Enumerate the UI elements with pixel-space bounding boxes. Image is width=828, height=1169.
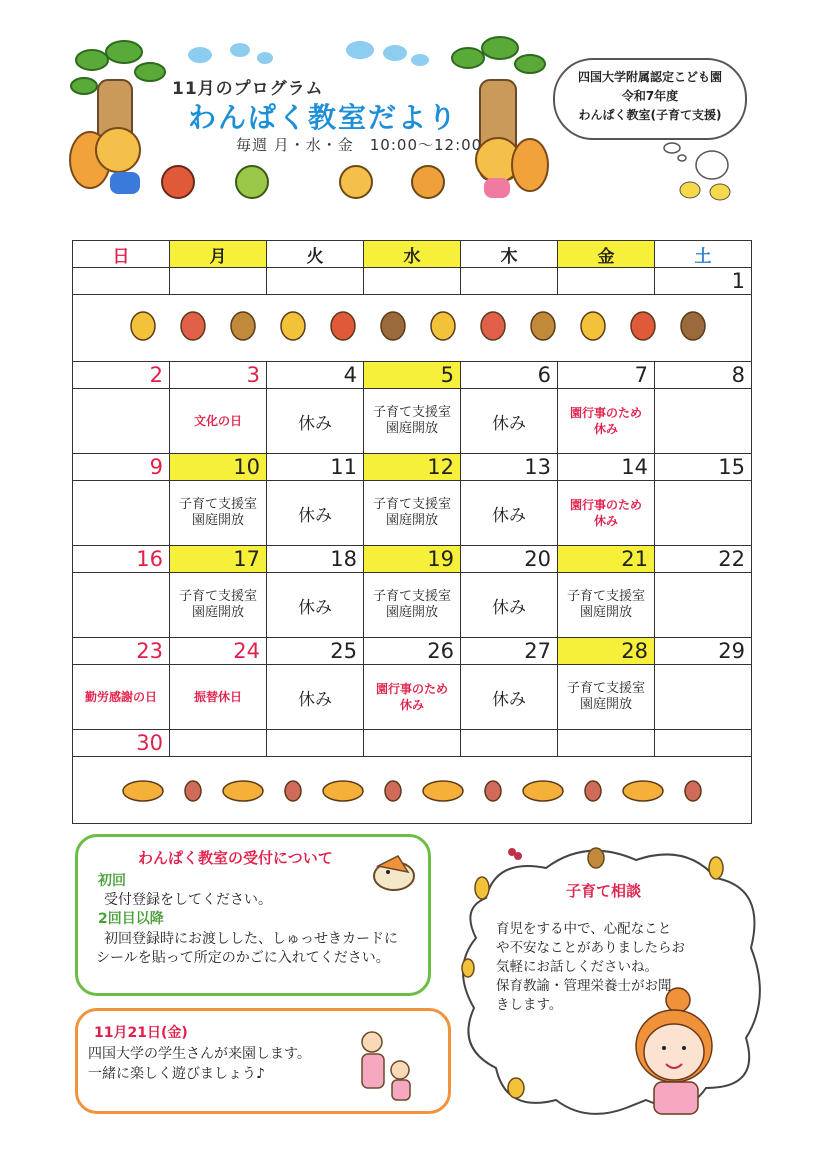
- event-cell: [73, 665, 170, 730]
- event-cell: [170, 481, 267, 546]
- first-visit-label: 初回: [98, 873, 126, 889]
- second-visit-label: 2回目以降: [98, 911, 164, 927]
- date-row: [73, 454, 752, 481]
- event-cell: [170, 389, 267, 454]
- event-cell: [655, 665, 752, 730]
- event-text: 振替休日: [193, 690, 242, 704]
- event-row: [73, 573, 752, 638]
- squirrel-icon: [476, 138, 548, 198]
- decoration-row: [73, 757, 752, 824]
- date-cell: 20: [461, 546, 558, 573]
- event-text: 子育て支援室 園庭開放: [566, 681, 645, 712]
- consult-line: や不安なことがありましたらお: [496, 940, 685, 956]
- date-cell: 25: [267, 638, 364, 665]
- date-cell: 21: [558, 546, 655, 573]
- weekday-mon: 月: [170, 241, 267, 268]
- program-subtitle: 11月のプログラム: [172, 79, 324, 99]
- calendar: [72, 240, 752, 824]
- date-row: [73, 362, 752, 389]
- event-text: 園行事のため 休み: [569, 498, 642, 528]
- date-cell: 4: [267, 362, 364, 389]
- event-row: [73, 481, 752, 546]
- date-cell: 27: [461, 638, 558, 665]
- date-cell: 28: [558, 638, 655, 665]
- weekday-sun: 日: [73, 241, 170, 268]
- date-row: [73, 268, 752, 295]
- event-text: 休み: [298, 505, 332, 526]
- event-cell: [170, 573, 267, 638]
- event-text: 休み: [492, 597, 526, 618]
- date-cell: 10: [170, 454, 267, 481]
- event-text: 子育て支援室 園庭開放: [372, 589, 451, 620]
- date-cell: 23: [73, 638, 170, 665]
- consult-text: [496, 920, 712, 1015]
- event-cell: [364, 665, 461, 730]
- event-cell: [267, 389, 364, 454]
- weekday-tue: 火: [267, 241, 364, 268]
- date-cell: 11: [267, 454, 364, 481]
- date-cell: [170, 268, 267, 295]
- consult-line: 保育教諭・管理栄養士がお聞: [496, 978, 672, 994]
- date-cell: 6: [461, 362, 558, 389]
- event-cell: [655, 573, 752, 638]
- event-cell: [558, 573, 655, 638]
- event-cell: [655, 389, 752, 454]
- date-cell: 1: [655, 268, 752, 295]
- date-cell: [170, 730, 267, 757]
- event-cell: [267, 573, 364, 638]
- event-text: 子育て支援室 園庭開放: [372, 497, 451, 528]
- second-visit-text-1: 初回登録時にお渡しした、しゅっせきカードに: [104, 931, 398, 947]
- date-cell: 19: [364, 546, 461, 573]
- date-row: [73, 730, 752, 757]
- notice-date: 11月21日(金): [94, 1025, 188, 1041]
- squirrel-icon: [70, 128, 140, 194]
- decoration-cell: [73, 757, 752, 824]
- date-cell: [73, 268, 170, 295]
- date-cell: [558, 268, 655, 295]
- date-cell: 13: [461, 454, 558, 481]
- event-cell: [558, 665, 655, 730]
- event-cell: [461, 665, 558, 730]
- event-text: 子育て支援室 園庭開放: [566, 589, 645, 620]
- event-text: 文化の日: [193, 414, 242, 428]
- event-text: 休み: [298, 689, 332, 710]
- squirrels-acorns-icon: [73, 757, 751, 819]
- event-cell: [558, 389, 655, 454]
- date-row: [73, 638, 752, 665]
- date-cell: 24: [170, 638, 267, 665]
- reception-title: わんぱく教室の受付について: [138, 849, 333, 867]
- date-cell: [461, 268, 558, 295]
- date-cell: [655, 730, 752, 757]
- event-text: 子育て支援室 園庭開放: [372, 405, 451, 436]
- decoration-row: [73, 295, 752, 362]
- event-text: 休み: [492, 413, 526, 434]
- event-cell: [461, 573, 558, 638]
- schedule-text: 毎週 月・水・金 10:00～12:00: [236, 136, 483, 154]
- date-cell: 26: [364, 638, 461, 665]
- event-text: 園行事のため 休み: [375, 682, 448, 712]
- school-name: 四国大学附属認定こども園: [577, 70, 722, 84]
- consult-line: 育児をする中で、心配なこと: [496, 921, 672, 937]
- event-cell: [73, 481, 170, 546]
- date-cell: 3: [170, 362, 267, 389]
- event-text: 園行事のため 休み: [569, 406, 642, 436]
- students-children-icon: [350, 1024, 420, 1104]
- weekday-sat: 土: [655, 241, 752, 268]
- event-cell: [267, 481, 364, 546]
- event-cell: [364, 481, 461, 546]
- event-row: [73, 389, 752, 454]
- event-cell: [73, 389, 170, 454]
- consult-title: 子育て相談: [566, 882, 642, 900]
- date-cell: 9: [73, 454, 170, 481]
- event-cell: [461, 481, 558, 546]
- date-cell: 29: [655, 638, 752, 665]
- date-cell: [558, 730, 655, 757]
- school-info-bubble: [553, 58, 747, 140]
- event-text: 子育て支援室 園庭開放: [178, 497, 257, 528]
- date-cell: 16: [73, 546, 170, 573]
- autumn-leaves-icon: [73, 295, 751, 357]
- event-cell: [558, 481, 655, 546]
- event-cell: [364, 573, 461, 638]
- event-cell: [73, 573, 170, 638]
- date-cell: 8: [655, 362, 752, 389]
- decoration-cell: [73, 295, 752, 362]
- date-cell: [461, 730, 558, 757]
- page-title: わんぱく教室だより: [188, 101, 459, 134]
- notice-line-1: 四国大学の学生さんが来園します。: [88, 1046, 311, 1062]
- date-cell: 15: [655, 454, 752, 481]
- chicken-icons: [680, 151, 730, 200]
- event-text: 休み: [492, 689, 526, 710]
- second-visit-text-2: シールを貼って所定のかごに入れてください。: [96, 950, 390, 966]
- date-cell: 30: [73, 730, 170, 757]
- date-cell: [267, 268, 364, 295]
- acorn-icons: [162, 166, 444, 198]
- date-cell: [364, 730, 461, 757]
- date-cell: 18: [267, 546, 364, 573]
- event-cell: [170, 665, 267, 730]
- weekday-header: [73, 241, 752, 268]
- event-text: 勤労感謝の日: [84, 690, 157, 704]
- event-cell: [655, 481, 752, 546]
- event-cell: [267, 665, 364, 730]
- date-cell: 12: [364, 454, 461, 481]
- event-cell: [364, 389, 461, 454]
- date-row: [73, 546, 752, 573]
- date-cell: [267, 730, 364, 757]
- date-cell: 17: [170, 546, 267, 573]
- event-row: [73, 665, 752, 730]
- date-cell: 22: [655, 546, 752, 573]
- first-visit-text: 受付登録をしてください。: [104, 892, 272, 908]
- school-program: わんぱく教室(子育て支援): [578, 108, 722, 122]
- date-cell: 7: [558, 362, 655, 389]
- event-text: 子育て支援室 園庭開放: [178, 589, 257, 620]
- school-year: 令和7年度: [621, 89, 679, 103]
- consult-line: 気軽にお話しくださいね。: [496, 959, 658, 975]
- consult-line: きします。: [496, 997, 563, 1013]
- event-text: 休み: [298, 597, 332, 618]
- event-cell: [461, 389, 558, 454]
- date-cell: 2: [73, 362, 170, 389]
- bird-icon: [368, 848, 424, 900]
- weekday-wed: 水: [364, 241, 461, 268]
- weekday-thu: 木: [461, 241, 558, 268]
- date-cell: 14: [558, 454, 655, 481]
- event-text: 休み: [492, 505, 526, 526]
- event-text: 休み: [298, 413, 332, 434]
- date-cell: 5: [364, 362, 461, 389]
- date-cell: [364, 268, 461, 295]
- weekday-fri: 金: [558, 241, 655, 268]
- notice-line-2: 一緒に楽しく遊びましょう♪: [88, 1066, 265, 1082]
